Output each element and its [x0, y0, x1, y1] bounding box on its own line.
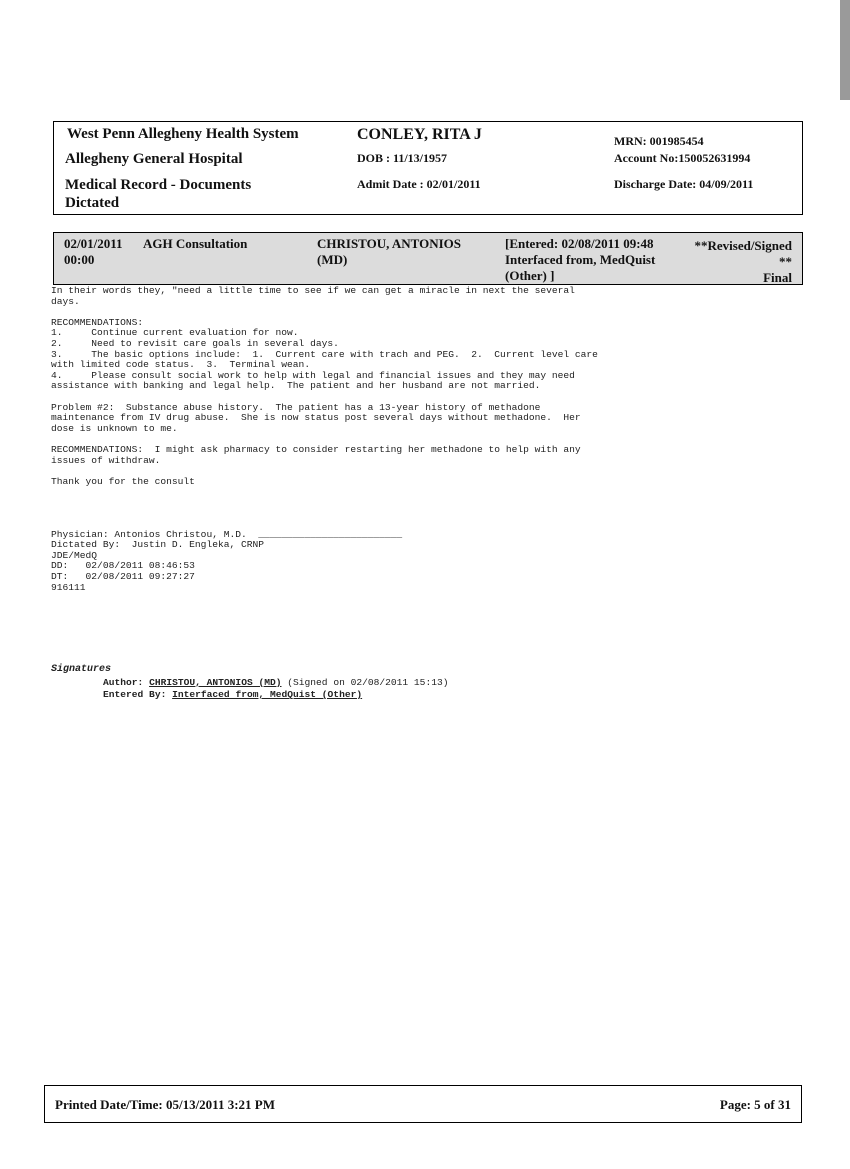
consult-note-body: In their words they, "need a little time to see if we can get a miracle in next the several days. RECOMMENDATIONS: 1. Continue current evaluation for now. 2. Need to revisit care goals in several days. 3. The basic options include: 1. Current care with trach and PEG. 2. Current level care with limited code status. 3. Terminal wean. 4. Please consult social work to help with legal and financial issues and they may need assistance with banking and legal help. The patient and her husband are not married. Problem #2: Substance abuse history. The patient has a 13-year history of methadone maintenance from IV drug abuse. She is now status post several days without methadone. Her dose is unknown to me. RECOMMENDATIONS: I might ask pharmacy to consider restarting her methadone to help with any issues of withdraw. Thank you for the consult Physician: Antonios Christou, M.D. _________________________ Dictated By: Justin D. Engleka, CRNP JDE/MedQ DD: 02/08/2011 08:46:53 DT: 02/08/2011 09:27:27 916111: [51, 285, 598, 593]
hospital-name: Allegheny General Hospital: [65, 151, 243, 167]
record-type-line2: Dictated: [65, 195, 120, 211]
author-signature-line: [103, 677, 448, 688]
entered-line1: [Entered: 02/08/2011 09:48: [505, 236, 654, 251]
print-footer: [44, 1085, 802, 1123]
entered-line2: Interfaced from, MedQuist: [505, 252, 656, 267]
printed-datetime: Printed Date/Time: 05/13/2011 3:21 PM: [55, 1097, 276, 1112]
entered-by-link[interactable]: Interfaced from, MedQuist (Other): [172, 689, 363, 700]
status-line2: **: [779, 254, 792, 269]
doc-type: AGH Consultation: [143, 236, 248, 251]
entered-by-label: Entered By:: [103, 689, 167, 700]
discharge-date: Discharge Date: 04/09/2011: [614, 177, 754, 191]
page-number: Page: 5 of 31: [719, 1097, 791, 1112]
patient-header: [53, 121, 803, 215]
doc-author-line1: CHRISTOU, ANTONIOS: [317, 236, 462, 251]
entered-line3: (Other) ]: [505, 268, 555, 283]
signed-on: (Signed on 02/08/2011 15:13): [287, 677, 449, 688]
signatures-heading: Signatures: [51, 664, 112, 675]
mrn: MRN: 001985454: [614, 134, 704, 148]
account-number: Account No:150052631994: [614, 151, 751, 165]
doc-date: 02/01/2011: [64, 236, 123, 251]
entered-by-line: [103, 689, 362, 700]
status-line1: **Revised/Signed: [694, 238, 792, 253]
dob: DOB : 11/13/1957: [357, 151, 448, 165]
admit-date: Admit Date : 02/01/2011: [357, 177, 481, 191]
org-name: West Penn Allegheny Health System: [67, 126, 299, 142]
record-type-line1: Medical Record - Documents: [65, 177, 252, 193]
author-name-link[interactable]: CHRISTOU, ANTONIOS (MD): [149, 677, 282, 688]
document-bar: [53, 232, 803, 285]
scan-edge: [840, 0, 850, 100]
doc-author-line2: (MD): [317, 252, 348, 267]
author-label: Author:: [103, 677, 144, 688]
patient-name: CONLEY, RITA J: [357, 126, 482, 143]
doc-time: 00:00: [64, 252, 95, 267]
status-line3: Final: [763, 270, 792, 285]
